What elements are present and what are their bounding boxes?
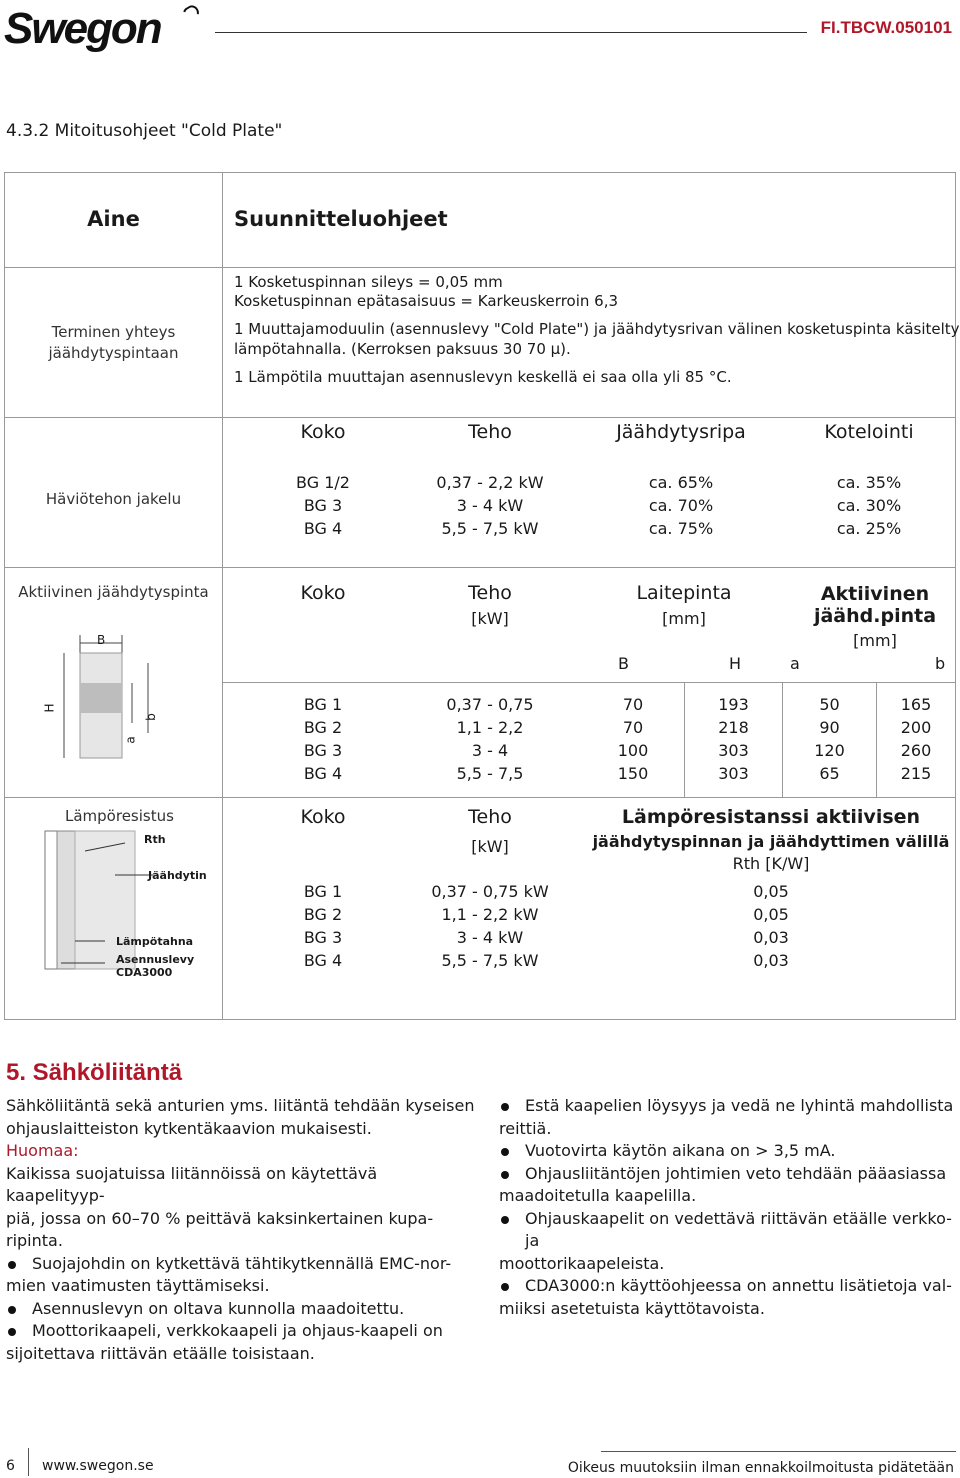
resist-power: 5,5 - 7,5 kW [441,951,539,970]
active-size: BG 4 [303,764,343,783]
loss-head-fin: Jäähdytysripa [616,421,746,443]
active-sub-B: B [618,654,629,673]
diagram-label-a: a [123,736,138,744]
active-B: 100 [617,741,649,760]
active-a: 120 [814,741,845,760]
bullet-item: Ohjausliitäntöjen johtimien veto tehdään pääasiassa [499,1163,959,1186]
resist-power: 1,1 - 2,2 kW [441,905,539,924]
bullet-item: Moottorikaapeli, verkkokaapeli ja ohjaus-kaapeli on [6,1320,476,1343]
diagram-plate: Asennuslevy [116,953,195,966]
active-head-teho: Teho [468,582,512,604]
footer-url[interactable]: www.swegon.se [42,1458,154,1474]
bullet-continuation: miiksi asetetuista käyttötavoista. [499,1298,765,1318]
active-head-akt2: jäähd.pinta [813,605,937,627]
loss-head-enclosure: Kotelointi [824,421,914,443]
diagram-paste: Lämpötahna [116,935,194,948]
active-sub-a: a [790,654,800,673]
intro-line: Sähköliitäntä sekä anturien yms. liitäntä tehdään kyseisen [6,1096,475,1115]
active-a: 65 [819,764,840,783]
loss-enclosure: ca. 30% [836,496,902,515]
thermal-line: 1 Lämpötila muuttajan asennuslevyn keskellä ei saa olla yli 85 °C. [234,368,732,386]
active-H: 303 [718,764,749,783]
document-code: FI.TBCW.050101 [820,18,952,37]
loss-enclosure: ca. 35% [836,473,902,492]
active-H: 303 [718,741,749,760]
bullet-item: Asennuslevyn on oltava kunnolla maadoitettu. [6,1298,476,1321]
loss-fin: ca. 75% [648,519,714,538]
loss-power: 5,5 - 7,5 kW [441,519,539,538]
footer-rule [601,1451,956,1452]
active-B: 70 [622,695,644,714]
section-title: 4.3.2 Mitoitusohjeet "Cold Plate" [6,121,283,141]
active-sub-H: H [729,654,742,673]
active-label: Aktiivinen jäähdytyspinta [18,583,209,601]
logo-swoosh-icon [181,3,202,23]
resist-head-teho-unit: [kW] [471,837,509,856]
bullet-item: Suojajohdin on kytkettävä tähtikytkennällä EMC-nor- [6,1253,476,1276]
resist-rth: 0,05 [753,905,789,924]
active-H: 193 [718,695,749,714]
bullet-continuation: sijoitettava riittävän etäälle toisistaan. [6,1343,315,1363]
row-divider [223,682,955,683]
diagram-label-B: B [97,633,106,647]
swegon-logo: Swegon [4,4,161,53]
active-B: 70 [622,718,644,737]
active-head-laitepinta-unit: [mm] [662,609,706,628]
resist-head-koko: Koko [300,806,346,828]
bullet-item: Ohjauskaapelit on vedettävä riittävän etäälle verkko- ja [499,1208,959,1253]
footer-divider [28,1448,29,1476]
diagram-label-b: b [143,713,158,721]
diagram-model: CDA3000 [116,966,173,979]
thermal-label-1: Terminen yhteys [51,323,176,341]
active-sub-b: b [935,654,946,673]
active-head-akt-unit: [mm] [853,631,897,650]
resist-power: 3 - 4 kW [456,928,524,947]
resist-rth: 0,05 [753,882,789,901]
footer-disclaimer: Oikeus muutoksiin ilman ennakkoilmoitusta pidätetään [567,1460,954,1476]
row-divider [5,797,955,798]
active-power: 1,1 - 2,2 [456,718,524,737]
thermal-line: lämpötahnalla. (Kerroksen paksuus 30 70 µ). [234,340,571,358]
thermal-line: Kosketuspinnan epätasaisuus = Karkeuskerroin 6,3 [234,292,619,310]
row-divider [5,567,955,568]
note-line: piä, jossa on 60–70 % peittävä kaksinkertainen kupa- [6,1208,434,1228]
bullet-item: CDA3000:n käyttöohjeessa on annettu lisätietoja val- [499,1275,959,1298]
resist-label: Lämpöresistus [65,807,174,825]
row-divider [5,267,955,268]
resist-size: BG 2 [303,905,343,924]
resist-rth: 0,03 [753,951,789,970]
head-aine: Aine [87,207,140,231]
loss-enclosure: ca. 25% [836,519,902,538]
design-table [4,172,960,1020]
note-label: Huomaa: [6,1141,79,1160]
resist-head-3: Rth [K/W] [732,854,810,873]
resist-size: BG 4 [303,951,343,970]
active-b: 165 [900,695,932,714]
header-rule [215,32,807,33]
active-size: BG 1 [303,695,343,714]
resist-size: BG 3 [303,928,343,947]
resist-power: 0,37 - 0,75 kW [431,882,549,901]
active-head-teho-unit: [kW] [471,609,509,628]
loss-power: 0,37 - 2,2 kW [436,473,544,492]
diagram-rth: Rth [144,833,166,846]
head-suunnitteluohjeet: Suunnitteluohjeet [234,207,448,231]
active-b: 200 [900,718,932,737]
bullet-continuation: moottorikaapeleista. [499,1253,665,1273]
section-5-left-column [6,1095,476,1365]
row-divider [5,417,955,418]
active-power: 3 - 4 [471,741,509,760]
section-5-title: 5. Sähköliitäntä [6,1059,183,1086]
thermal-line: 1 Muuttajamoduulin (asennuslevy "Cold Plate") ja jäähdytysrivan välinen kosketuspinta käsitelty [234,320,960,338]
diagram-label-H: H [42,703,57,713]
active-H: 218 [718,718,749,737]
resist-rth: 0,03 [753,928,789,947]
active-B: 150 [617,764,649,783]
diagram-cooler: Jäähdytin [148,869,207,882]
active-head-laitepinta: Laitepinta [636,582,732,604]
loss-label: Häviötehon jakelu [45,490,182,508]
note-line: ripinta. [6,1231,63,1250]
active-b: 215 [900,764,932,783]
active-size: BG 3 [303,741,343,760]
note-line: Kaikissa suojatuissa liitännöissä on käytettävä kaapelityyp- [6,1163,378,1205]
section-5-right-column [499,1095,959,1320]
loss-fin: ca. 65% [648,473,714,492]
intro-line: ohjauslaitteiston kytkentäkaavion mukaisesti. [6,1118,372,1138]
resist-head-1: Lämpöresistanssi aktiivisen [621,806,921,828]
active-a: 90 [819,718,840,737]
loss-head-koko: Koko [300,421,346,443]
resist-head-teho: Teho [468,806,512,828]
loss-size: BG 3 [303,496,343,515]
thermal-line: 1 Kosketuspinnan sileys = 0,05 mm [234,273,503,291]
active-head-akt1: Aktiivinen [820,583,930,605]
active-size: BG 2 [303,718,343,737]
page-number: 6 [6,1458,15,1474]
active-power: 0,37 - 0,75 [446,695,534,714]
loss-power: 3 - 4 kW [456,496,524,515]
bullet-continuation: mien vaatimusten täyttämiseksi. [6,1276,270,1295]
bullet-continuation: reittiä. [499,1118,552,1138]
bullet-continuation: maadoitetulla kaapelilla. [499,1186,697,1205]
loss-fin: ca. 70% [648,496,714,515]
bullet-item: Estä kaapelien löysyys ja vedä ne lyhintä mahdollista [499,1095,959,1118]
loss-head-teho: Teho [468,421,512,443]
bullet-item: Vuotovirta käytön aikana on > 3,5 mA. [499,1140,959,1163]
active-a: 50 [819,695,840,714]
loss-size: BG 1/2 [296,473,350,492]
active-power: 5,5 - 7,5 [456,764,524,783]
resist-head-2: jäähdytyspinnan ja jäähdyttimen välillä [592,832,950,851]
active-b: 260 [900,741,932,760]
thermal-label-2: jäähdytyspintaan [48,344,179,362]
loss-size: BG 4 [303,519,343,538]
resist-size: BG 1 [303,882,343,901]
active-head-koko: Koko [300,582,346,604]
